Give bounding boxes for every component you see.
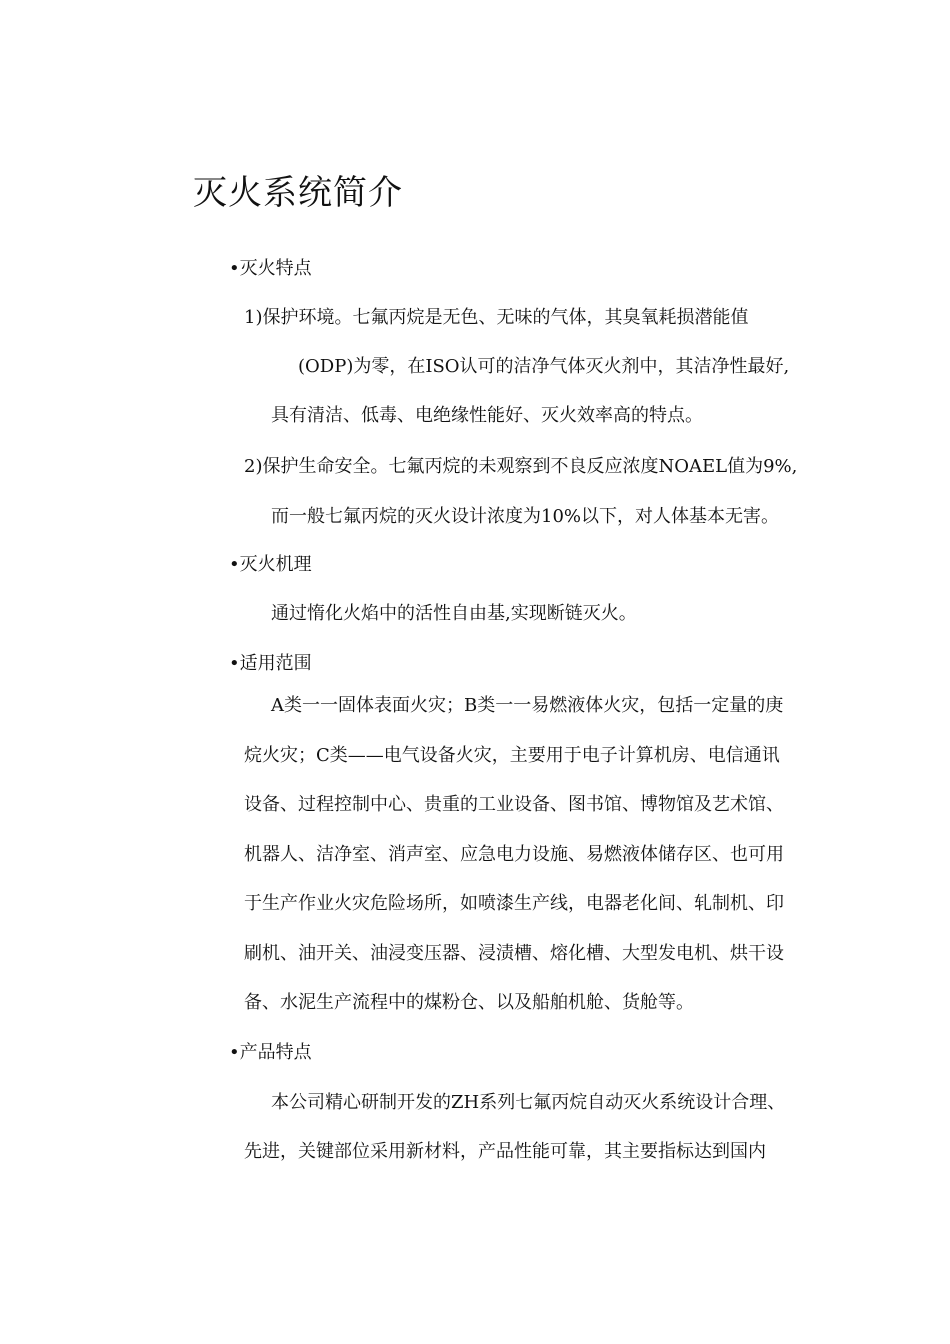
scope-line: 刷机、油开关、油浸变压器、浸渍槽、熔化槽、大型发电机、烘干设 <box>244 943 784 964</box>
product-line: 先进，关键部位采用新材料，产品性能可靠，其主要指标达到国内 <box>244 1141 766 1162</box>
page-title: 灭火系统简介 <box>193 173 403 213</box>
features-item2-line1: 2)保护生命安全。七氟丙烷的未观察到不良反应浓度NOAEL值为9%, <box>244 456 798 477</box>
scope-line: A类一一固体表面火灾；B类一一易燃液体火灾，包括一定量的庚 <box>271 695 784 716</box>
features-item1-line2: (ODP)为零，在ISO认可的洁净气体灭火剂中，其洁净性最好, <box>298 356 790 377</box>
scope-line: 备、水泥生产流程中的煤粉仓、以及船舶机舱、货舱等。 <box>244 992 694 1013</box>
scope-line: 烷火灾；C类——电气设备火灾，主要用于电子计算机房、电信通讯 <box>244 745 780 766</box>
heading-mechanism: •灭火机理 <box>229 554 312 575</box>
scope-line: 于生产作业火灾危险场所，如喷漆生产线，电器老化间、轧制机、印 <box>244 893 784 914</box>
heading-scope: •适用范围 <box>229 653 312 674</box>
scope-line: 设备、过程控制中心、贵重的工业设备、图书馆、博物馆及艺术馆、 <box>244 794 784 815</box>
features-item1-line3: 具有清洁、低毒、电绝缘性能好、灭火效率高的特点。 <box>271 405 703 426</box>
features-item2-line2: 而一般七氟丙烷的灭火设计浓度为10%以下，对人体基本无害。 <box>271 506 780 527</box>
mechanism-line1: 通过惰化火焰中的活性自由基,实现断链灭火。 <box>271 603 637 624</box>
heading-features: •灭火特点 <box>229 258 312 279</box>
scope-line: 机器人、洁净室、消声室、应急电力设施、易燃液体储存区、也可用 <box>244 844 784 865</box>
product-line: 本公司精心研制开发的ZH系列七氟丙烷自动灭火系统设计合理、 <box>271 1092 786 1113</box>
features-item1-line1: 1)保护环境。七氟丙烷是无色、无味的气体，其臭氧耗损潜能值 <box>244 307 749 328</box>
heading-product: •产品特点 <box>229 1042 312 1063</box>
